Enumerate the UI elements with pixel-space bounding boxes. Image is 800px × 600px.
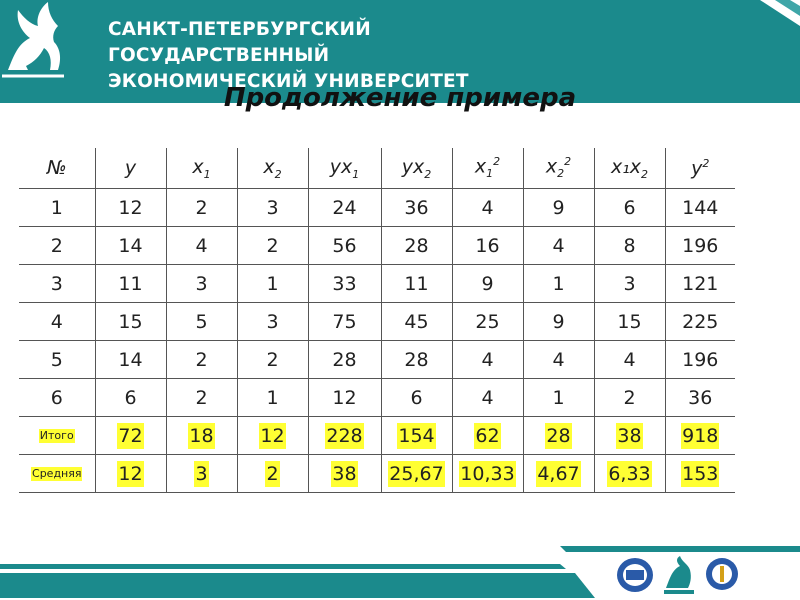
summary-cell: 12 [95,455,166,493]
finec-logo-icon [662,556,696,596]
table-cell: 45 [381,303,452,341]
summary-cell: 38 [308,455,381,493]
table-cell: 2 [166,379,237,417]
table-cell: 14 [95,227,166,265]
table-cell: 25 [452,303,523,341]
table-cell: 4 [452,189,523,227]
table-cell: 2 [166,341,237,379]
table-body [19,189,735,493]
summary-cell: 153 [665,455,735,493]
table-cell: 6 [95,379,166,417]
total-row-label: Итого [19,417,95,455]
column-header: $x_2^2$ [523,148,594,189]
summary-cell: 3 [166,455,237,493]
table-cell: 8 [594,227,665,265]
table-cell: 6 [381,379,452,417]
table-cell: 56 [308,227,381,265]
slide-title: Продолжение примера [223,83,577,113]
row-number-cell: 6 [19,379,95,417]
table-cell: 16 [452,227,523,265]
table-cell: 15 [95,303,166,341]
table-cell: 28 [381,341,452,379]
table-row [19,303,735,341]
table-cell: 11 [381,265,452,303]
column-header: № [19,148,95,189]
summary-cell: 18 [166,417,237,455]
summary-cell: 62 [452,417,523,455]
summary-cell: 72 [95,417,166,455]
column-header: $x_1$ [166,148,237,189]
row-number-cell: 5 [19,341,95,379]
table-cell: 15 [594,303,665,341]
total-row [19,417,735,455]
table-cell: 33 [308,265,381,303]
column-header: $x_1x_2$ [594,148,665,189]
table-cell: 2 [237,227,308,265]
summary-cell: 228 [308,417,381,455]
table-cell: 2 [237,341,308,379]
table-cell: 11 [95,265,166,303]
summary-cell: 38 [594,417,665,455]
table-cell: 1 [523,265,594,303]
table-cell: 1 [237,265,308,303]
table-cell: 36 [665,379,735,417]
table-cell: 6 [594,189,665,227]
table-cell: 2 [594,379,665,417]
row-number-cell: 4 [19,303,95,341]
table-cell: 3 [237,189,308,227]
table-cell: 4 [452,341,523,379]
summary-cell: 6,33 [594,455,665,493]
table-cell: 196 [665,341,735,379]
table-cell: 1 [237,379,308,417]
table-row [19,189,735,227]
table-cell: 5 [166,303,237,341]
table-cell: 1 [523,379,594,417]
university-name-line-3: ЭКОНОМИЧЕСКИЙ УНИВЕРСИТЕТ [108,71,469,92]
griffin-logo-icon [0,0,66,78]
table-cell: 3 [166,265,237,303]
summary-cell: 4,67 [523,455,594,493]
summary-cell: 154 [381,417,452,455]
table-cell: 225 [665,303,735,341]
table-cell: 4 [166,227,237,265]
summary-cell: 12 [237,417,308,455]
row-number-cell: 1 [19,189,95,227]
table-cell: 28 [308,341,381,379]
summary-cell: 10,33 [452,455,523,493]
table-cell: 4 [523,341,594,379]
table-cell: 36 [381,189,452,227]
column-header: $x_2$ [237,148,308,189]
table-cell: 144 [665,189,735,227]
table-cell: 4 [452,379,523,417]
table-cell: 2 [166,189,237,227]
column-header: $yx_1$ [308,148,381,189]
table-cell: 121 [665,265,735,303]
row-number-cell: 3 [19,265,95,303]
table-cell: 4 [594,341,665,379]
mean-row [19,455,735,493]
table-row [19,227,735,265]
row-number-cell: 2 [19,227,95,265]
column-header: $y^2$ [665,148,735,189]
summary-cell: 918 [665,417,735,455]
table-header-row [19,148,735,189]
university-name-line-2: ГОСУДАРСТВЕННЫЙ [108,45,330,66]
emblem-icon [704,556,740,592]
column-header: y [95,148,166,189]
column-header: $x_1^2$ [452,148,523,189]
table-cell: 4 [523,227,594,265]
table-cell: 3 [237,303,308,341]
table-cell: 14 [95,341,166,379]
table-cell: 24 [308,189,381,227]
table-row [19,379,735,417]
column-header: $yx_2$ [381,148,452,189]
table-cell: 9 [523,189,594,227]
table-cell: 9 [452,265,523,303]
table-row [19,265,735,303]
mean-row-label: Средняя [19,455,95,493]
table-cell: 12 [308,379,381,417]
table-cell: 75 [308,303,381,341]
table-cell: 196 [665,227,735,265]
table-row [19,341,735,379]
table-cell: 28 [381,227,452,265]
table-cell: 3 [594,265,665,303]
data-table [19,148,735,493]
table-cell: 12 [95,189,166,227]
table-cell: 9 [523,303,594,341]
summary-cell: 2 [237,455,308,493]
university-seal-icon [615,556,655,594]
summary-cell: 25,67 [381,455,452,493]
university-name-line-1: САНКТ-ПЕТЕРБУРГСКИЙ [108,19,371,40]
summary-cell: 28 [523,417,594,455]
